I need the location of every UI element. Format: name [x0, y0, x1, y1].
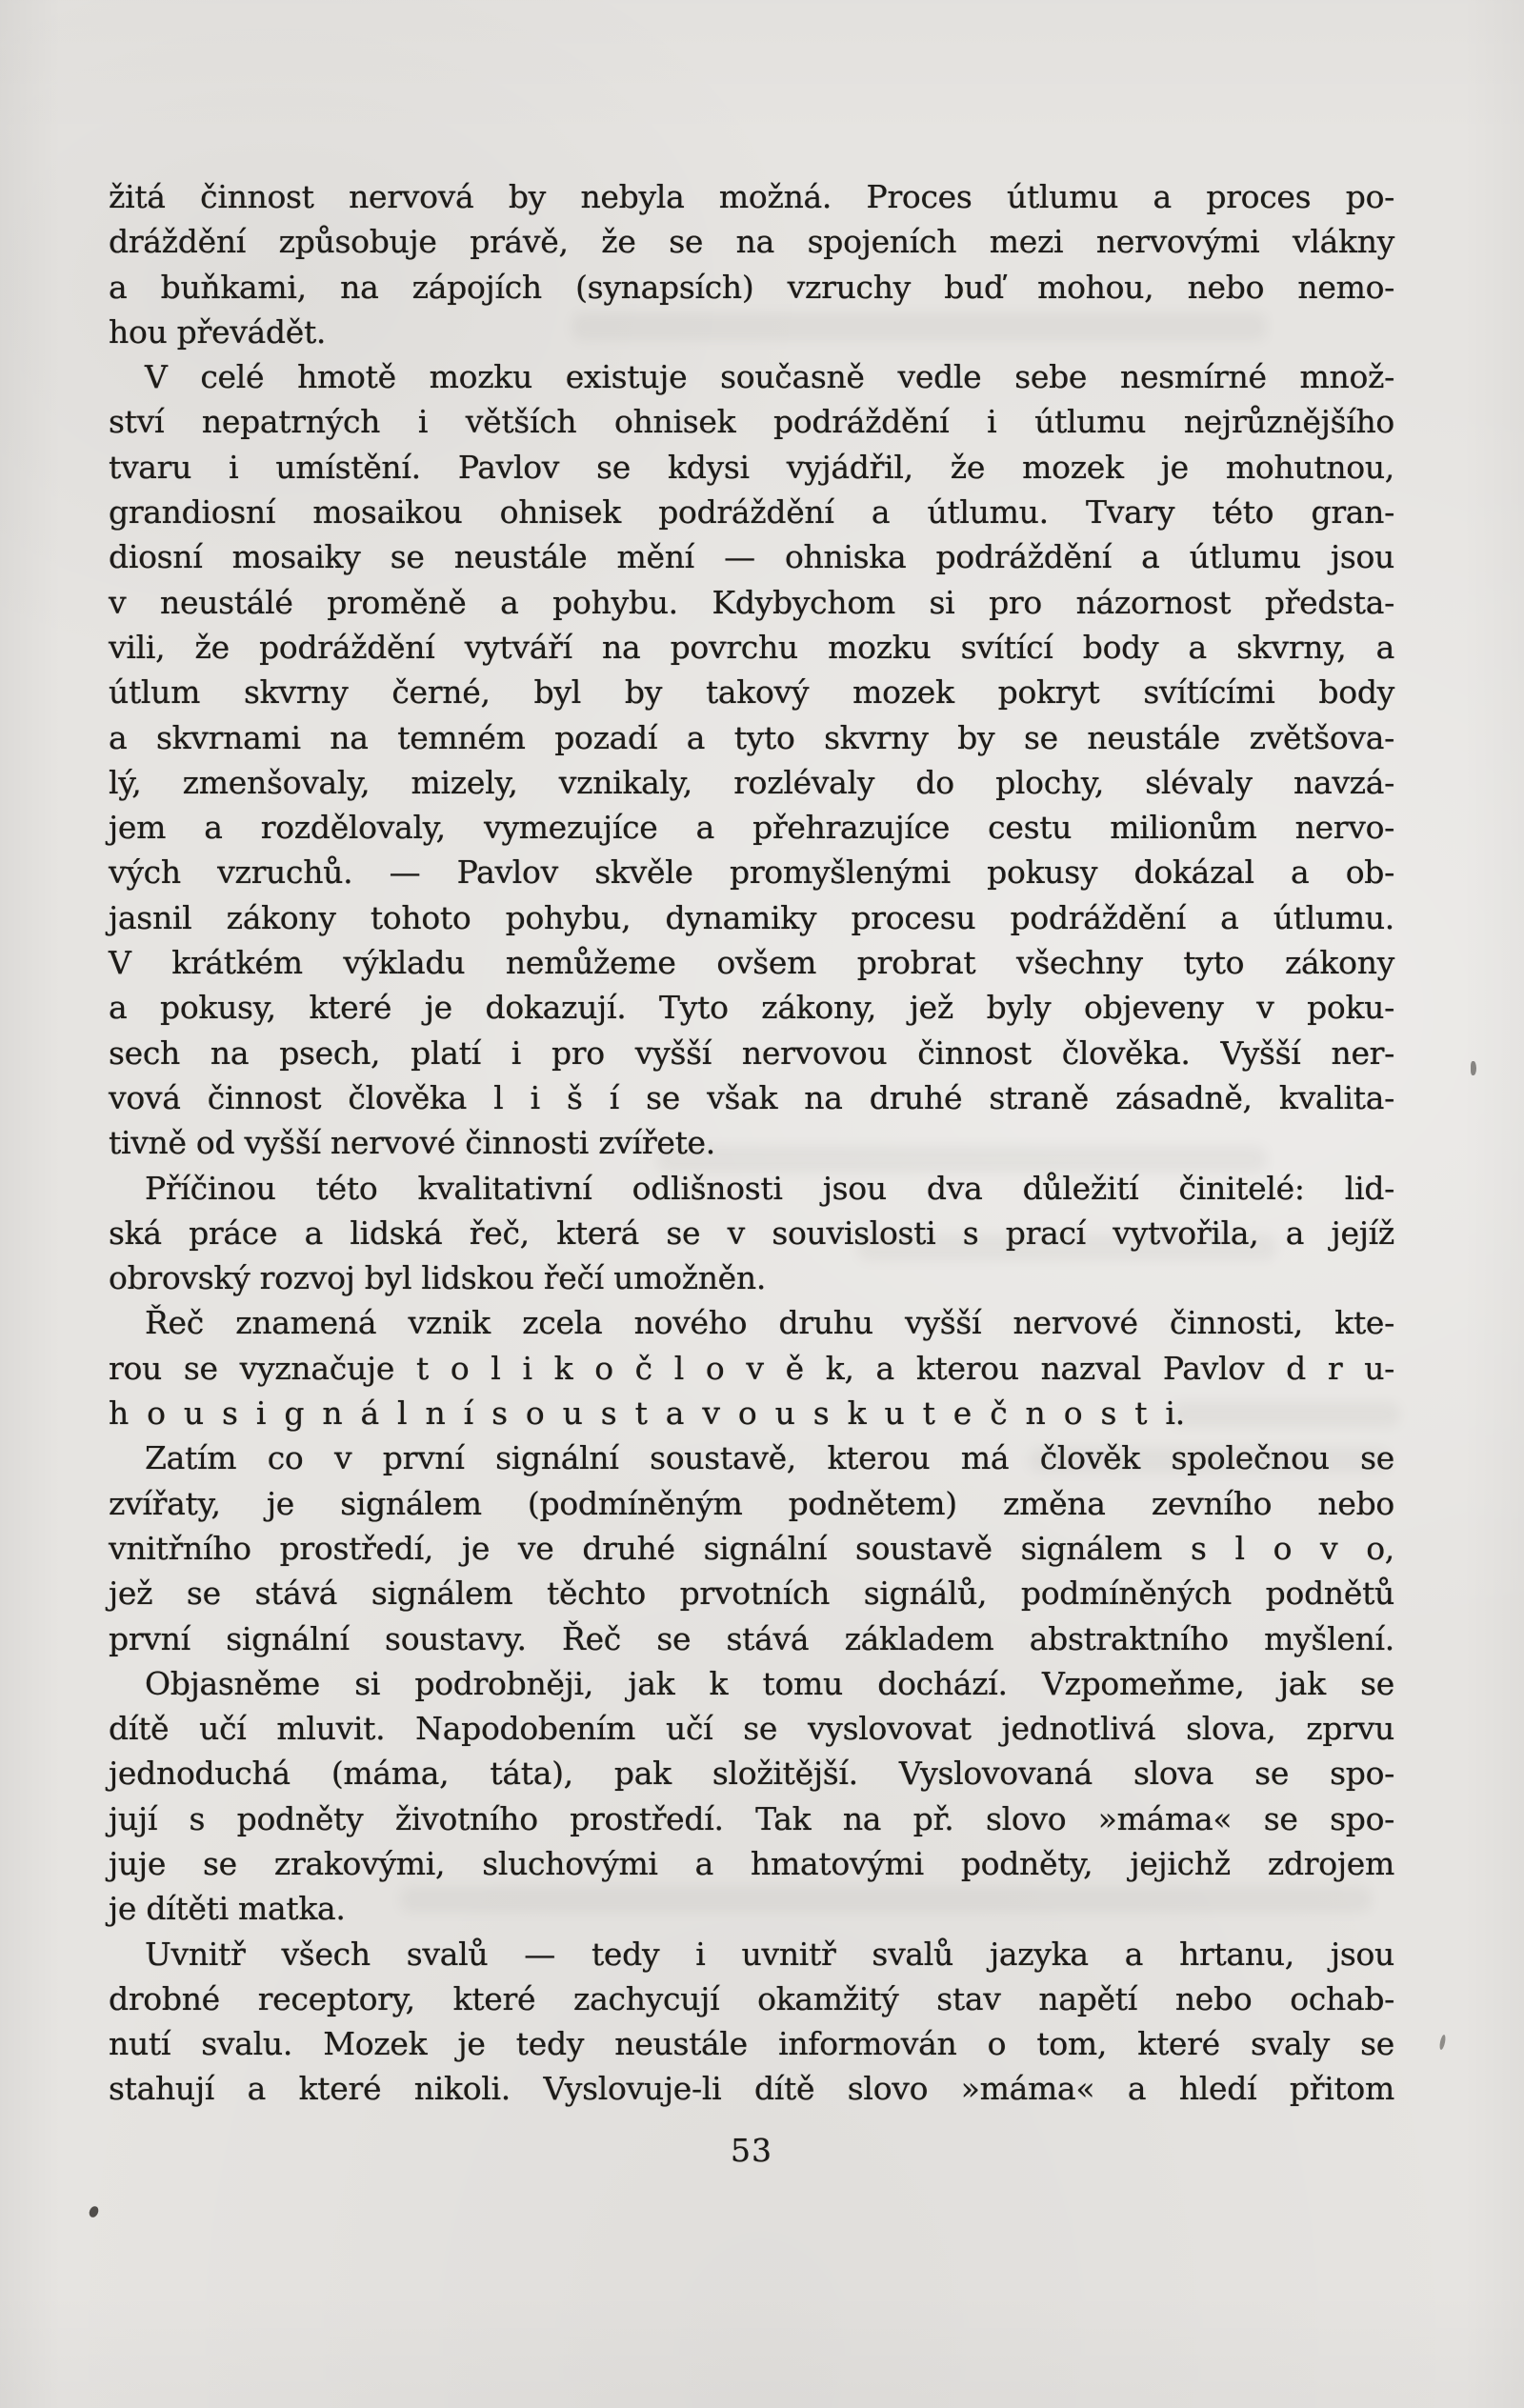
text-line: jasnil zákony tohoto pohybu, dynamiky procesu podráždění a útlumu. — [109, 898, 1394, 936]
text-line: žitá činnost nervová by nebyla možná. Proces útlumu a proces po- — [109, 178, 1394, 215]
text-line: jem a rozdělovaly, vymezujíce a přehrazujíce cestu milionům nervo- — [109, 809, 1394, 847]
page-number: 53 — [731, 2132, 772, 2169]
text-line: V celé hmotě mozku existuje současně vedle sebe nesmírné množ- — [145, 358, 1394, 396]
text-line: tvaru i umístění. Pavlov se kdysi vyjádřil, že mozek je mohutnou, — [109, 448, 1394, 486]
text-line: vnitřního prostředí, je ve druhé signální soustavě signálem s l o v o, — [109, 1529, 1394, 1567]
text-line: vili, že podráždění vytváří na povrchu mozku svítící body a skvrny, a — [109, 628, 1394, 666]
text-line: sech na psech, platí i pro vyšší nervovou činnost člověka. Vyšší ner- — [109, 1033, 1394, 1072]
text-line: rou se vyznačuje t o l i k o č l o v ě k, a kterou nazval Pavlov d r u- — [109, 1349, 1394, 1387]
text-line: drobné receptory, které zachycují okamžitý stav napětí nebo ochab- — [109, 1979, 1394, 2017]
text-line: a pokusy, které je dokazují. Tyto zákony, jež byly objeveny v poku- — [109, 989, 1394, 1027]
text-line: Objasněme si podrobněji, jak k tomu dochází. Vzpomeňme, jak se — [145, 1664, 1394, 1702]
text-line: dráždění způsobuje právě, že se na spojeních mezi nervovými vlákny — [109, 223, 1394, 261]
text-line: je dítěti matka. — [109, 1890, 346, 1928]
page-text — [109, 174, 1394, 2112]
text-line: V krátkém výkladu nemůžeme ovšem probrat všechny tyto zákony — [109, 944, 1394, 982]
ink-speck — [1471, 1061, 1476, 1075]
text-line: útlum skvrny černé, byl by takový mozek pokryt svítícími body — [109, 673, 1394, 712]
paragraph — [109, 1932, 1394, 2112]
text-line: Řeč znamená vznik zcela nového druhu vyšší nervové činnosti, kte- — [145, 1304, 1394, 1342]
paragraph — [109, 1300, 1394, 1435]
text-line: hou převádět. — [109, 312, 327, 351]
text-line: vová činnost člověka l i š í se však na druhé straně zásadně, kvalita- — [109, 1078, 1394, 1116]
text-line: ská práce a lidská řeč, která se v souvislosti s prací vytvořila, a jejíž — [109, 1214, 1394, 1252]
text-line: juje se zrakovými, sluchovými a hmatovými podněty, jejichž zdrojem — [109, 1844, 1394, 1882]
text-line: a buňkami, na zápojích (synapsích) vzruchy buď mohou, nebo nemo- — [109, 268, 1394, 306]
paragraph — [109, 1661, 1394, 1932]
text-line: grandiosní mosaikou ohnisek podráždění a útlumu. Tvary této gran- — [109, 493, 1394, 532]
text-line: dítě učí mluvit. Napodobením učí se vyslovovat jednotlivá slova, zprvu — [109, 1710, 1394, 1748]
text-line: zvířaty, je signálem (podmíněným podnětem) změna zevního nebo — [109, 1484, 1394, 1522]
text-line: diosní mosaiky se neustále mění — ohniska podráždění a útlumu jsou — [109, 538, 1394, 576]
text-line: stahují a které nikoli. Vyslovuje-li dítě slovo »máma« a hledí přitom — [109, 2070, 1394, 2108]
text-line: a skvrnami na temném pozadí a tyto skvrny by se neustále zvětšova- — [109, 718, 1394, 756]
text-line: jují s podněty životního prostředí. Tak na př. slovo »máma« se spo- — [109, 1799, 1394, 1837]
text-line: jednoduchá (máma, táta), pak složitější. Vyslovovaná slova se spo- — [109, 1755, 1394, 1793]
text-line: Příčinou této kvalitativní odlišnosti jsou dva důležití činitelé: lid- — [145, 1169, 1394, 1207]
text-line: Uvnitř všech svalů — tedy i uvnitř svalů jazyka a hrtanu, jsou — [145, 1935, 1394, 1973]
text-line: jež se stává signálem těchto prvotních signálů, podmíněných podnětů — [109, 1575, 1394, 1613]
text-line: obrovský rozvoj byl lidskou řečí umožněn. — [109, 1259, 767, 1297]
text-line: v neustálé proměně a pohybu. Kdybychom si pro názornost předsta- — [109, 583, 1394, 621]
text-line: nutí svalu. Mozek je tedy neustále informován o tom, které svaly se — [109, 2025, 1394, 2063]
text-line: Zatím co v první signální soustavě, kterou má člověk společnou se — [145, 1439, 1394, 1477]
text-line: h o u s i g n á l n í s o u s t a v o u s k u t e č n o s t i. — [109, 1395, 1185, 1433]
paragraph — [109, 1166, 1394, 1301]
text-line: lý, zmenšovaly, mizely, vznikaly, rozlévaly do plochy, slévaly navzá- — [109, 763, 1394, 801]
ink-speck — [88, 2205, 100, 2219]
paragraph — [109, 354, 1394, 1165]
ink-speck — [1438, 2035, 1446, 2051]
paragraph — [109, 1435, 1394, 1660]
text-line: první signální soustavy. Řeč se stává základem abstraktního myšlení. — [109, 1619, 1394, 1657]
text-line: vých vzruchů. — Pavlov skvěle promyšlenými pokusy dokázal a ob- — [109, 853, 1394, 892]
paragraph — [109, 174, 1394, 354]
text-line: tivně od vyšší nervové činnosti zvířete. — [109, 1124, 715, 1162]
text-line: ství nepatrných i větších ohnisek podráždění i útlumu nejrůznějšího — [109, 403, 1394, 441]
